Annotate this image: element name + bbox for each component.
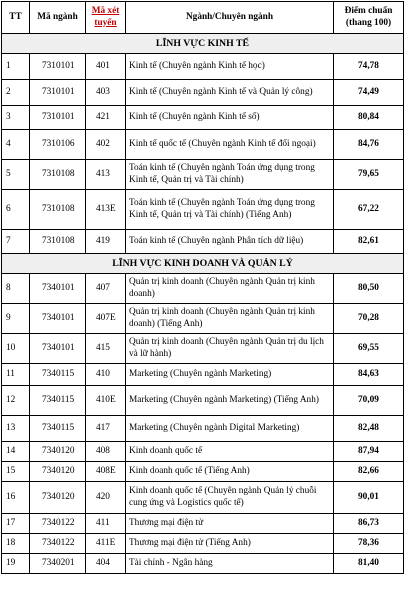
header-nganh: Ngành/Chuyên ngành — [126, 2, 334, 34]
cell-nganh: Quản trị kinh doanh (Chuyên ngành Quản trị kinh doanh) — [126, 274, 334, 304]
table-row — [2, 274, 404, 304]
cell-ma-xet-tuyen: 404 — [86, 554, 126, 574]
cell-tt: 4 — [2, 130, 30, 160]
cell-diem-chuan: 74,78 — [334, 54, 404, 80]
cell-tt: 11 — [2, 364, 30, 386]
cell-nganh: Marketing (Chuyên ngành Marketing) (Tiếng Anh) — [126, 386, 334, 416]
cell-tt: 10 — [2, 334, 30, 364]
table-row — [2, 130, 404, 160]
cell-tt: 14 — [2, 442, 30, 462]
cell-tt: 8 — [2, 274, 30, 304]
cell-nganh: Marketing (Chuyên ngành Digital Marketing) — [126, 416, 334, 442]
table-row — [2, 554, 404, 574]
table-row — [2, 416, 404, 442]
cell-ma-nganh: 7340101 — [30, 334, 86, 364]
table-row — [2, 462, 404, 482]
table-header-row — [2, 2, 404, 34]
cell-ma-nganh: 7310101 — [30, 80, 86, 106]
cell-diem-chuan: 70,28 — [334, 304, 404, 334]
cell-tt: 12 — [2, 386, 30, 416]
cell-diem-chuan: 80,84 — [334, 106, 404, 130]
table-row — [2, 304, 404, 334]
cell-ma-nganh: 7310101 — [30, 106, 86, 130]
cell-ma-nganh: 7310108 — [30, 160, 86, 190]
cell-ma-nganh: 7310106 — [30, 130, 86, 160]
header-diem-chuan: Điểm chuẩn (thang 100) — [334, 2, 404, 34]
table-row — [2, 54, 404, 80]
cell-tt: 2 — [2, 80, 30, 106]
cell-ma-xet-tuyen: 413 — [86, 160, 126, 190]
cell-tt: 1 — [2, 54, 30, 80]
cell-diem-chuan: 70,09 — [334, 386, 404, 416]
cell-ma-nganh: 7340120 — [30, 442, 86, 462]
table-row — [2, 106, 404, 130]
cell-ma-nganh: 7340101 — [30, 274, 86, 304]
cell-ma-xet-tuyen: 407E — [86, 304, 126, 334]
cell-ma-nganh: 7340122 — [30, 514, 86, 534]
cell-diem-chuan: 81,40 — [334, 554, 404, 574]
cell-diem-chuan: 82,61 — [334, 230, 404, 254]
cell-ma-nganh: 7340115 — [30, 416, 86, 442]
cell-ma-xet-tuyen: 415 — [86, 334, 126, 364]
section-title: LĨNH VỰC KINH TẾ — [2, 34, 404, 54]
cell-diem-chuan: 87,94 — [334, 442, 404, 462]
table-row — [2, 190, 404, 230]
header-ma-nganh: Mã ngành — [30, 2, 86, 34]
cell-nganh: Kinh doanh quốc tế (Tiếng Anh) — [126, 462, 334, 482]
cell-diem-chuan: 69,55 — [334, 334, 404, 364]
table-row — [2, 482, 404, 514]
table-row — [2, 334, 404, 364]
cell-ma-xet-tuyen: 411 — [86, 514, 126, 534]
cell-tt: 5 — [2, 160, 30, 190]
cell-ma-nganh: 7340201 — [30, 554, 86, 574]
cell-tt: 13 — [2, 416, 30, 442]
table-row — [2, 364, 404, 386]
cell-tt: 15 — [2, 462, 30, 482]
table-row — [2, 386, 404, 416]
cell-diem-chuan: 74,49 — [334, 80, 404, 106]
cell-tt: 7 — [2, 230, 30, 254]
cell-ma-xet-tuyen: 421 — [86, 106, 126, 130]
cell-nganh: Tài chính - Ngân hàng — [126, 554, 334, 574]
cell-ma-xet-tuyen: 408E — [86, 462, 126, 482]
cell-nganh: Toán kinh tế (Chuyên ngành Toán ứng dụng trong Kinh tế, Quản trị và Tài chính) — [126, 160, 334, 190]
cell-ma-xet-tuyen: 413E — [86, 190, 126, 230]
cell-diem-chuan: 79,65 — [334, 160, 404, 190]
cell-nganh: Kinh tế quốc tế (Chuyên ngành Kinh tế đối ngoại) — [126, 130, 334, 160]
cell-tt: 19 — [2, 554, 30, 574]
cell-nganh: Toán kinh tế (Chuyên ngành Toán ứng dụng trong Kinh tế, Quản trị và Tài chính) (Tiếng Anh) — [126, 190, 334, 230]
cell-ma-xet-tuyen: 407 — [86, 274, 126, 304]
cell-nganh: Kinh doanh quốc tế — [126, 442, 334, 462]
cell-diem-chuan: 82,48 — [334, 416, 404, 442]
admission-scores-table — [1, 1, 404, 574]
table-row — [2, 80, 404, 106]
cell-ma-xet-tuyen: 408 — [86, 442, 126, 462]
cell-ma-nganh: 7310101 — [30, 54, 86, 80]
cell-ma-nganh: 7340115 — [30, 364, 86, 386]
cell-diem-chuan: 67,22 — [334, 190, 404, 230]
cell-nganh: Toán kinh tế (Chuyên ngành Phân tích dữ liệu) — [126, 230, 334, 254]
section-row — [2, 254, 404, 274]
cell-ma-xet-tuyen: 419 — [86, 230, 126, 254]
cell-ma-xet-tuyen: 420 — [86, 482, 126, 514]
header-tt: TT — [2, 2, 30, 34]
header-ma-xet-tuyen: Mã xét tuyển — [86, 2, 126, 34]
cell-ma-xet-tuyen: 410E — [86, 386, 126, 416]
section-title: LĨNH VỰC KINH DOANH VÀ QUẢN LÝ — [2, 254, 404, 274]
cell-ma-xet-tuyen: 417 — [86, 416, 126, 442]
cell-ma-nganh: 7310108 — [30, 190, 86, 230]
cell-ma-nganh: 7340122 — [30, 534, 86, 554]
cell-diem-chuan: 84,76 — [334, 130, 404, 160]
cell-ma-xet-tuyen: 403 — [86, 80, 126, 106]
cell-tt: 3 — [2, 106, 30, 130]
cell-nganh: Quản trị kinh doanh (Chuyên ngành Quản trị du lịch và lữ hành) — [126, 334, 334, 364]
cell-nganh: Quản trị kinh doanh (Chuyên ngành Quản trị kinh doanh) (Tiếng Anh) — [126, 304, 334, 334]
section-row — [2, 34, 404, 54]
cell-tt: 9 — [2, 304, 30, 334]
cell-tt: 17 — [2, 514, 30, 534]
table-row — [2, 230, 404, 254]
cell-ma-nganh: 7340120 — [30, 482, 86, 514]
cell-nganh: Thương mại điện tử (Tiếng Anh) — [126, 534, 334, 554]
cell-tt: 16 — [2, 482, 30, 514]
cell-nganh: Kinh doanh quốc tế (Chuyên ngành Quản lý chuỗi cung ứng và Logistics quốc tế) — [126, 482, 334, 514]
cell-ma-nganh: 7340101 — [30, 304, 86, 334]
table-body — [2, 34, 404, 574]
cell-ma-xet-tuyen: 401 — [86, 54, 126, 80]
table-row — [2, 442, 404, 462]
cell-ma-xet-tuyen: 411E — [86, 534, 126, 554]
cell-ma-xet-tuyen: 402 — [86, 130, 126, 160]
cell-nganh: Kinh tế (Chuyên ngành Kinh tế học) — [126, 54, 334, 80]
cell-diem-chuan: 80,50 — [334, 274, 404, 304]
cell-diem-chuan: 84,63 — [334, 364, 404, 386]
cell-tt: 6 — [2, 190, 30, 230]
cell-nganh: Marketing (Chuyên ngành Marketing) — [126, 364, 334, 386]
cell-nganh: Kinh tế (Chuyên ngành Kinh tế và Quản lý công) — [126, 80, 334, 106]
cell-nganh: Thương mại điện tử — [126, 514, 334, 534]
table-row — [2, 514, 404, 534]
cell-diem-chuan: 90,01 — [334, 482, 404, 514]
table-row — [2, 160, 404, 190]
table-row — [2, 534, 404, 554]
cell-diem-chuan: 86,73 — [334, 514, 404, 534]
cell-diem-chuan: 82,66 — [334, 462, 404, 482]
cell-diem-chuan: 78,36 — [334, 534, 404, 554]
cell-tt: 18 — [2, 534, 30, 554]
cell-ma-nganh: 7310108 — [30, 230, 86, 254]
cell-ma-nganh: 7340120 — [30, 462, 86, 482]
cell-nganh: Kinh tế (Chuyên ngành Kinh tế số) — [126, 106, 334, 130]
cell-ma-nganh: 7340115 — [30, 386, 86, 416]
cell-ma-xet-tuyen: 410 — [86, 364, 126, 386]
